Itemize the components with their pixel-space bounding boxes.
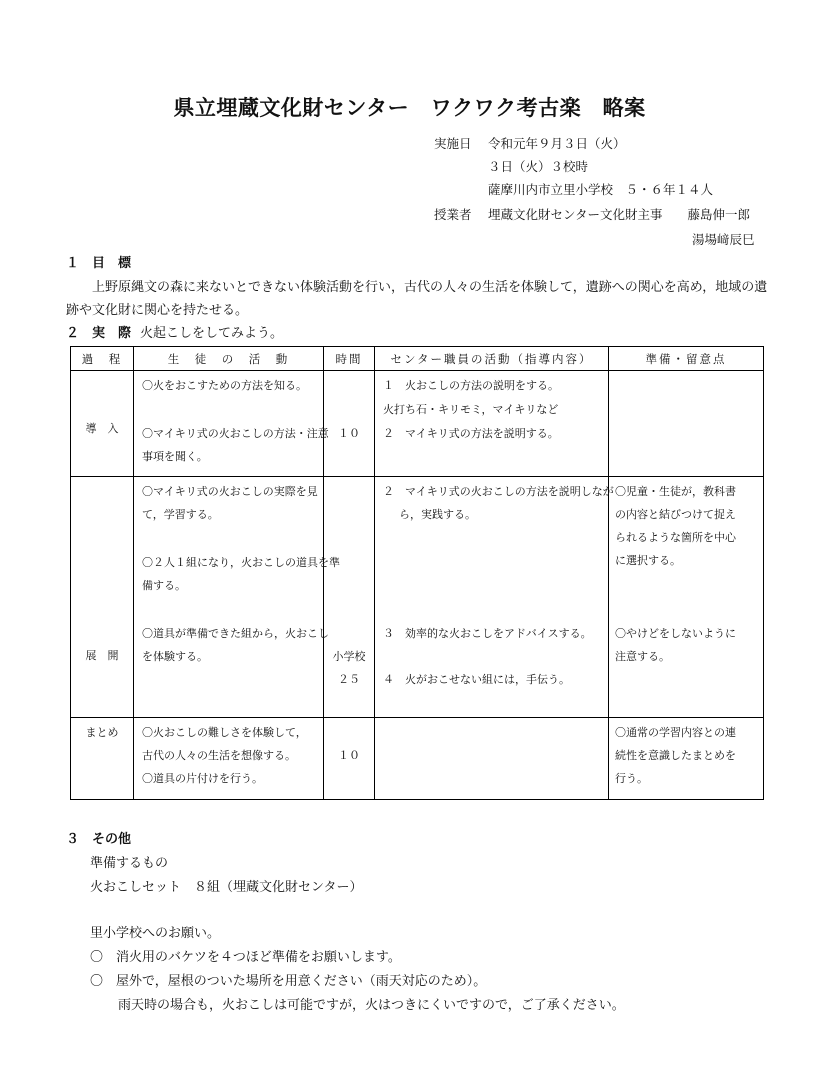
staff-cell — [375, 718, 609, 800]
section1-heading: １ 目 標 — [66, 256, 132, 271]
prep-item: 火おこしセット ８組（埋蔵文化財センター） — [90, 880, 363, 895]
section1-line2: 跡や文化財に関心を持たせる。 — [66, 303, 249, 318]
student-line: を体験する。 — [142, 650, 208, 663]
table-row — [71, 718, 764, 800]
notes-cell — [609, 477, 764, 718]
staff-line: 火打ち石・キリモミ，マイキリなど — [383, 403, 559, 416]
student-line: 〇マイキリ式の火おこしの実際を見 — [142, 485, 318, 498]
prep-label: 準備するもの — [90, 856, 169, 871]
staff-line: １ 火おこしの方法の説明をする。 — [383, 379, 559, 392]
notes-line: られるような箇所を中心 — [615, 531, 736, 544]
student-line: 事項を聞く。 — [142, 450, 208, 463]
plan-table — [70, 346, 764, 800]
section1-line1: 上野原縄文の森に来ないとできない体験活動を行い，古代の人々の生活を体験して，遺跡への関心を高め，地域の遺 — [92, 280, 768, 295]
notes-line: 〇やけどをしないように — [615, 627, 736, 640]
stage-label: 展 開 — [85, 649, 119, 662]
notes-line: 注意する。 — [615, 650, 670, 663]
time-value: ２５ — [338, 673, 360, 686]
request-label: 里小学校へのお願い。 — [90, 926, 221, 941]
student-line: 古代の人々の生活を想像する。 — [142, 749, 296, 762]
student-line: 〇道具の片付けを行う。 — [142, 772, 263, 785]
staff-line: ４ 火がおこせない組には，手伝う。 — [383, 673, 570, 686]
section2-subheading: 火起こしをしてみよう。 — [140, 326, 284, 341]
request-item-note: 雨天時の場合も，火おこしは可能ですが，火はつきにくいですので，ご了承ください。 — [118, 998, 625, 1013]
time-cell — [324, 718, 375, 800]
page-title: 県立埋蔵文化財センター ワクワク考古楽 略案 — [173, 96, 646, 120]
date-value: 令和元年９月３日（火） — [488, 136, 626, 151]
request-item: 〇 消火用のバケツを４つほど準備をお願いします。 — [90, 950, 401, 965]
student-line: 〇火をおこすための方法を知る。 — [142, 379, 307, 392]
request-item: 〇 屋外で，屋根のついた場所を用意ください（雨天対応のため）。 — [90, 974, 487, 989]
time-label: 小学校 — [332, 650, 366, 663]
time-value: １０ — [338, 749, 360, 762]
header-notes: 準備・留意点 — [609, 347, 764, 371]
stage-cell — [71, 371, 134, 477]
staff-line: ２ マイキリ式の火おこしの方法を説明しなが — [383, 485, 614, 498]
table-header-row — [71, 347, 764, 371]
time-cell — [324, 371, 375, 477]
notes-cell — [609, 718, 764, 800]
table-row — [71, 477, 764, 718]
staff-line: ３ 効率的な火おこしをアドバイスする。 — [383, 627, 592, 640]
staff-cell — [375, 371, 609, 477]
student-line: 〇火おこしの難しさを体験して， — [142, 726, 307, 739]
section2-heading: ２ 実 際 — [66, 326, 132, 341]
notes-line: の内容と結びつけて捉え — [615, 508, 736, 521]
staff-line: ２ マイキリ式の方法を説明する。 — [383, 427, 559, 440]
teacher-value: 埋蔵文化財センター文化財主事 藤島伸一郎 — [488, 207, 751, 222]
student-line: 〇マイキリ式の火おこしの方法・注意 — [142, 427, 329, 440]
student-cell — [134, 477, 340, 718]
notes-line: 〇児童・生徒が，教科書 — [615, 485, 736, 498]
teacher-value-2: 湯場﨑辰巳 — [692, 232, 755, 247]
student-cell — [134, 718, 324, 800]
notes-line: 続性を意識したまとめを — [615, 749, 736, 762]
time-value: ３日（火）３校時 — [488, 159, 589, 174]
notes-line: 行う。 — [615, 772, 648, 785]
stage-cell — [71, 718, 134, 800]
header-stage: 過 程 — [71, 347, 134, 371]
staff-line: ら，実践する。 — [399, 508, 476, 521]
student-line: 〇２人１組になり，火おこしの道具を準 — [142, 556, 340, 569]
teacher-label: 授業者 — [434, 207, 472, 222]
student-line: て，学習する。 — [142, 508, 219, 521]
staff-cell — [375, 477, 614, 718]
stage-label: まとめ — [85, 726, 119, 739]
student-line: 備する。 — [142, 579, 186, 592]
notes-cell — [609, 371, 764, 477]
stage-label: 導 入 — [85, 422, 119, 435]
time-value: １０ — [338, 427, 360, 440]
table-row — [71, 371, 764, 477]
time-cell — [324, 477, 375, 718]
notes-line: 〇通常の学習内容との連 — [615, 726, 736, 739]
school-value: 薩摩川内市立里小学校 ５・６年１４人 — [488, 182, 714, 197]
header-staff: センター職員の活動（指導内容） — [375, 347, 609, 371]
notes-line: に選択する。 — [615, 554, 681, 567]
header-student: 生 徒 の 活 動 — [134, 347, 324, 371]
stage-cell — [71, 477, 134, 718]
student-cell — [134, 371, 329, 477]
student-line: 〇道具が準備できた組から，火おこし — [142, 627, 329, 640]
header-time: 時間 — [324, 347, 375, 371]
date-label: 実施日 — [434, 136, 472, 151]
section3-heading: ３ その他 — [66, 832, 132, 847]
